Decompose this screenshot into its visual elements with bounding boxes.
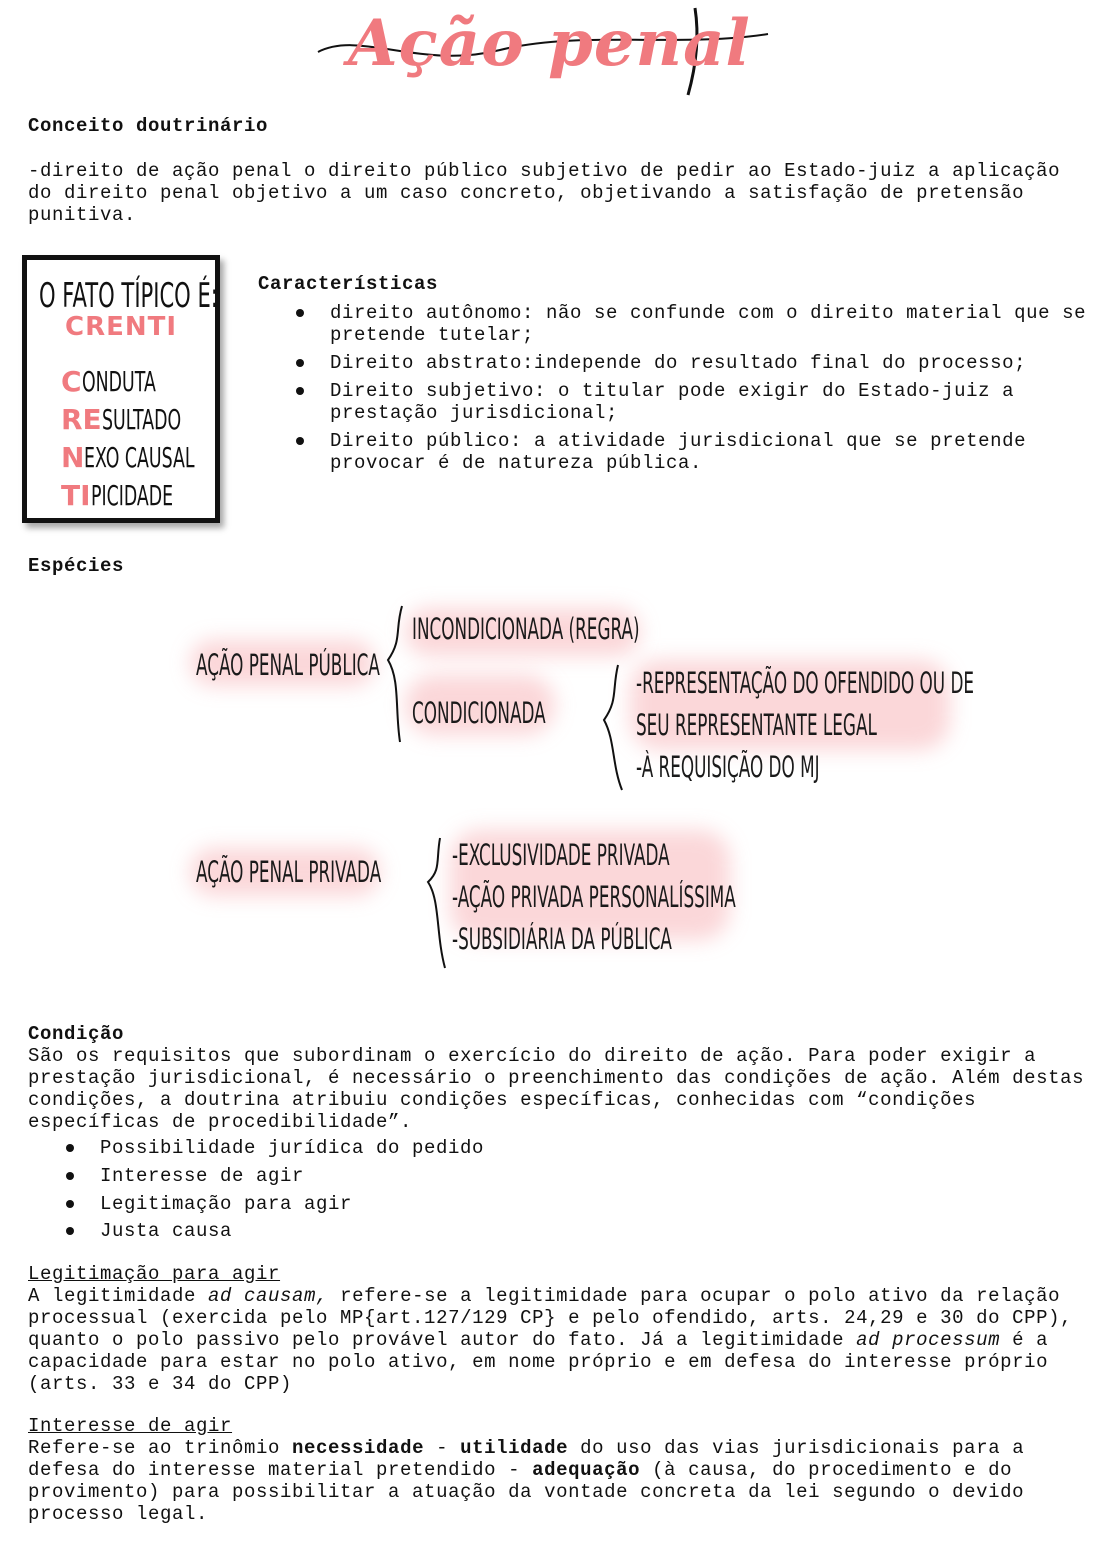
latin-term: ad processum xyxy=(856,1329,1001,1351)
crenti-row-rest: PICIDADE xyxy=(90,479,173,512)
bullet-icon xyxy=(66,1200,74,1208)
bullet-icon xyxy=(296,359,304,367)
bold-term: utilidade xyxy=(460,1437,569,1459)
privada-item: -AÇÃO PRIVADA PERSONALÍSSIMA xyxy=(452,880,736,914)
text-span: do uso das vias jurisdicionais para a defesa do interesse material pretendido - xyxy=(28,1437,1025,1481)
acao-penal-privada-label: AÇÃO PENAL PRIVADA xyxy=(196,855,382,889)
privada-item: -EXCLUSIVIDADE PRIVADA xyxy=(452,838,670,872)
crenti-row-conduta xyxy=(61,365,201,398)
crenti-row-highlight: RE xyxy=(61,403,102,436)
list-item-text: Direito abstrato:independe do resultado final do processo; xyxy=(330,352,1027,374)
list-item-text: Direito público: a atividade jurisdicional que se pretende provocar é de natureza pública. xyxy=(330,430,1027,474)
title-text: Ação penal xyxy=(348,6,751,81)
text-span: A legitimidade xyxy=(28,1285,209,1307)
latin-term: ad causam, xyxy=(208,1285,329,1307)
crenti-mnemonic-box xyxy=(22,255,220,523)
bullet-icon xyxy=(296,309,304,317)
list-item xyxy=(100,1165,1000,1193)
list-item xyxy=(330,380,1090,424)
conceito-heading: Conceito doutrinário xyxy=(28,115,269,137)
list-item xyxy=(100,1137,1000,1165)
list-item-text: Legitimação para agir xyxy=(100,1193,353,1215)
condicao-heading: Condição xyxy=(28,1023,125,1045)
text-span: Refere-se ao trinômio xyxy=(28,1437,293,1459)
condicionada-item: -À REQUISIÇÃO DO MJ xyxy=(636,750,820,784)
interesse-heading: Interesse de agir xyxy=(28,1415,233,1437)
crenti-row-tipicidade xyxy=(61,479,223,512)
condicao-text: São os requisitos que subordinam o exercício do direito de ação. Para poder exigir a prestação jurisdicional, é necessário o preenchimento das condições de ação. Além destas condições, a doutrina atribuiu condições específicas, conhecidas com “condições específicas de procedibilidade”. xyxy=(28,1045,1085,1133)
crenti-row-rest: EXO CAUSAL xyxy=(84,441,195,474)
crenti-row-highlight: C xyxy=(61,365,82,398)
condicionada-item: SEU REPRESENTANTE LEGAL xyxy=(636,708,877,742)
crenti-row-rest: ONDUTA xyxy=(81,365,156,398)
text-span: (à causa, do procedimento e do provimento) para possibilitar a atuação da vontade concreta da lei segundo o devido processo legal. xyxy=(28,1459,1025,1525)
list-item xyxy=(330,302,1090,346)
crenti-row-highlight: TI xyxy=(61,479,91,512)
bullet-icon xyxy=(66,1144,74,1152)
bold-term: adequação xyxy=(532,1459,641,1481)
text-span: refere-se a legitimidade para ocupar o polo ativo da relação processual (exercida pelo MP{art.127/129 CP} e pelo ofendido, arts. 24,29 e 30 do CPP), quanto o polo passivo pelo provável autor do fato. Já a legitimidade xyxy=(28,1285,1073,1351)
list-item-text: Interesse de agir xyxy=(100,1165,305,1187)
text-span: é a capacidade para estar no polo ativo, em nome próprio e em defesa do interesse próprio (arts. 33 e 34 do CPP) xyxy=(28,1329,1049,1395)
bullet-icon xyxy=(296,437,304,445)
especies-diagram xyxy=(0,590,1102,990)
especies-heading: Espécies xyxy=(28,555,125,577)
bullet-icon xyxy=(66,1172,74,1180)
conceito-text: -direito de ação penal o direito público subjetivo de pedir ao Estado-juiz a aplicação do direito penal objetivo a um caso concreto, objetivando a satisfação de pretensão punitiva. xyxy=(28,160,1061,226)
caracteristicas-heading: Características xyxy=(258,273,439,295)
bold-term: necessidade xyxy=(292,1437,425,1459)
incondicionada-label: INCONDICIONADA (REGRA) xyxy=(412,612,640,646)
crenti-row-nexo-causal xyxy=(61,441,263,474)
list-item-text: direito autônomo: não se confunde com o direito material que se pretende tutelar; xyxy=(330,302,1087,346)
crenti-word: CRENTI xyxy=(64,312,178,342)
condicao-list xyxy=(100,1137,1000,1242)
legitimacao-heading: Legitimação para agir xyxy=(28,1263,281,1285)
crenti-row-resultado xyxy=(61,403,229,436)
list-item-text: Justa causa xyxy=(100,1220,233,1242)
list-item xyxy=(100,1193,1000,1220)
bullet-icon xyxy=(296,387,304,395)
privada-item: -SUBSIDIÁRIA DA PÚBLICA xyxy=(452,922,672,956)
bullet-icon xyxy=(66,1227,74,1235)
acao-penal-publica-label: AÇÃO PENAL PÚBLICA xyxy=(196,648,380,682)
condicionada-label: CONDICIONADA xyxy=(412,696,546,730)
condicionada-item: -REPRESENTAÇÃO DO OFENDIDO OU DE xyxy=(636,666,975,700)
list-item xyxy=(330,352,1090,374)
crenti-row-highlight: N xyxy=(61,441,85,474)
legitimacao-text xyxy=(28,1285,1088,1395)
crenti-row-rest: SULTADO xyxy=(101,403,181,436)
text-span: - xyxy=(424,1437,461,1459)
list-item-text: Direito subjetivo: o titular pode exigir do Estado-juiz a prestação jurisdicional; xyxy=(330,380,1015,424)
list-item xyxy=(330,430,1090,474)
crenti-heading: O FATO TÍPICO É: xyxy=(39,276,218,316)
caracteristicas-list xyxy=(330,302,1090,474)
list-item xyxy=(100,1220,1000,1242)
page-title xyxy=(300,0,800,100)
list-item-text: Possibilidade jurídica do pedido xyxy=(100,1137,485,1159)
interesse-text xyxy=(28,1437,1088,1525)
